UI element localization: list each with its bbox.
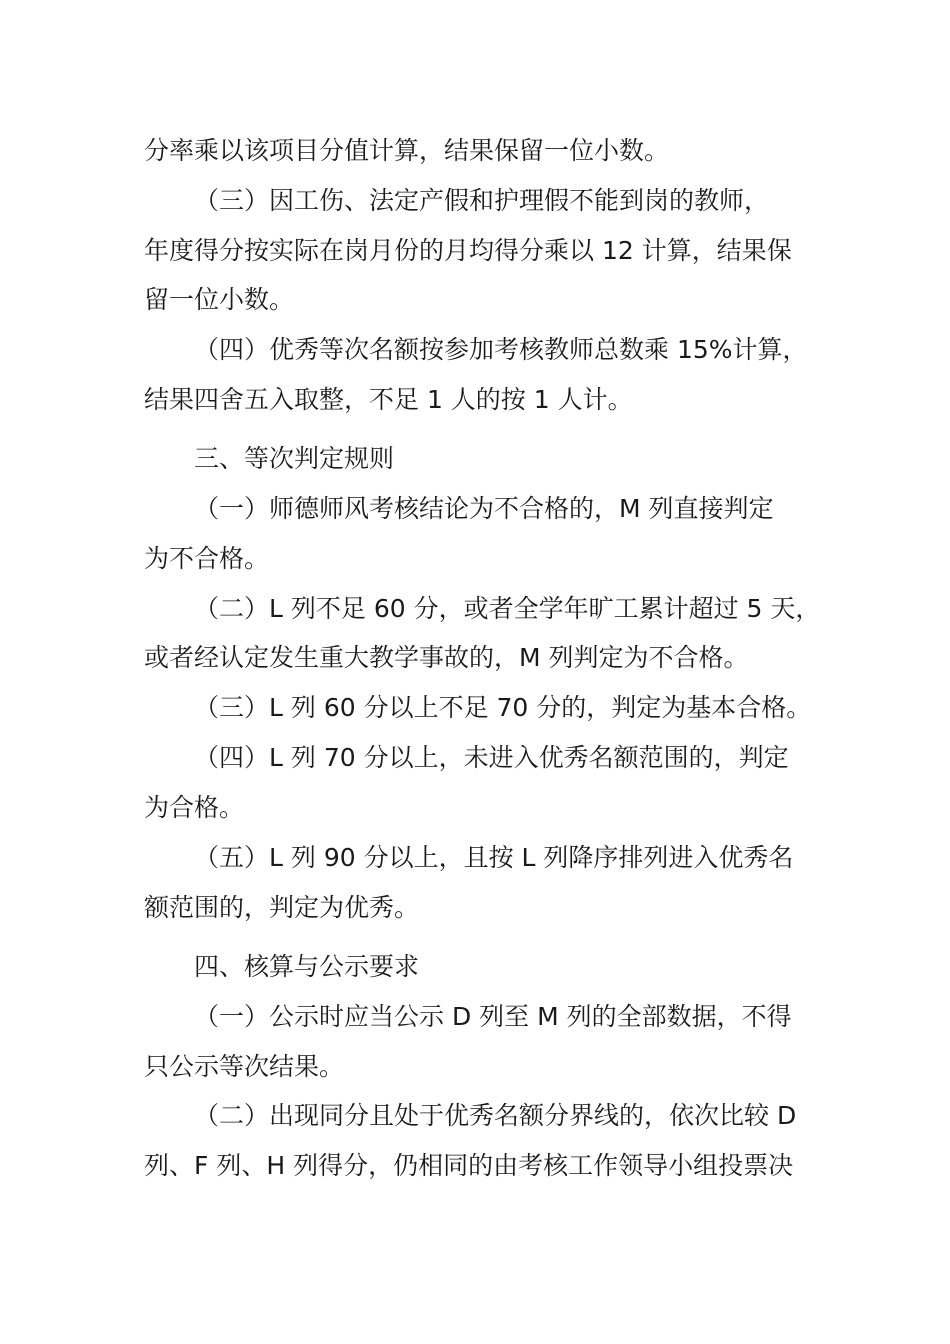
paragraph-first-line: （五）L 列 90 分以上，且按 L 列降序排列进入优秀名 bbox=[194, 843, 794, 872]
body-text-line: 留一位小数。 bbox=[144, 285, 295, 314]
body-text-line: 只公示等次结果。 bbox=[144, 1052, 345, 1081]
body-text-line: 结果四舍五入取整，不足 1 人的按 1 人计。 bbox=[144, 385, 633, 414]
paragraph-first-line: （一）师德师风考核结论为不合格的，M 列直接判定 bbox=[194, 494, 774, 523]
body-text-line: 为合格。 bbox=[144, 793, 245, 822]
paragraph-first-line: （三）L 列 60 分以上不足 70 分的，判定为基本合格。 bbox=[194, 693, 812, 722]
body-text-line: 额范围的，判定为优秀。 bbox=[144, 893, 420, 922]
body-text-line: 为不合格。 bbox=[144, 544, 270, 573]
section-heading: 四、核算与公示要求 bbox=[194, 952, 420, 981]
section-heading: 三、等次判定规则 bbox=[194, 444, 395, 473]
paragraph-first-line: （二）L 列不足 60 分，或者全学年旷工累计超过 5 天， bbox=[194, 594, 821, 623]
body-text-line: 分率乘以该项目分值计算，结果保留一位小数。 bbox=[144, 136, 670, 165]
paragraph-first-line: （四）优秀等次名额按参加考核教师总数乘 15%计算， bbox=[194, 335, 808, 364]
body-text-line: 年度得分按实际在岗月份的月均得分乘以 12 计算，结果保 bbox=[144, 236, 792, 265]
paragraph-first-line: （一）公示时应当公示 D 列至 M 列的全部数据，不得 bbox=[194, 1002, 792, 1031]
body-text-line: 或者经认定发生重大教学事故的，M 列判定为不合格。 bbox=[144, 643, 749, 672]
paragraph-first-line: （二）出现同分且处于优秀名额分界线的，依次比较 D bbox=[194, 1101, 797, 1130]
paragraph-first-line: （三）因工伤、法定产假和护理假不能到岗的教师， bbox=[194, 186, 770, 215]
body-text-line: 列、F 列、H 列得分，仍相同的由考核工作领导小组投票决 bbox=[144, 1151, 794, 1180]
paragraph-first-line: （四）L 列 70 分以上，未进入优秀名额范围的，判定 bbox=[194, 743, 789, 772]
